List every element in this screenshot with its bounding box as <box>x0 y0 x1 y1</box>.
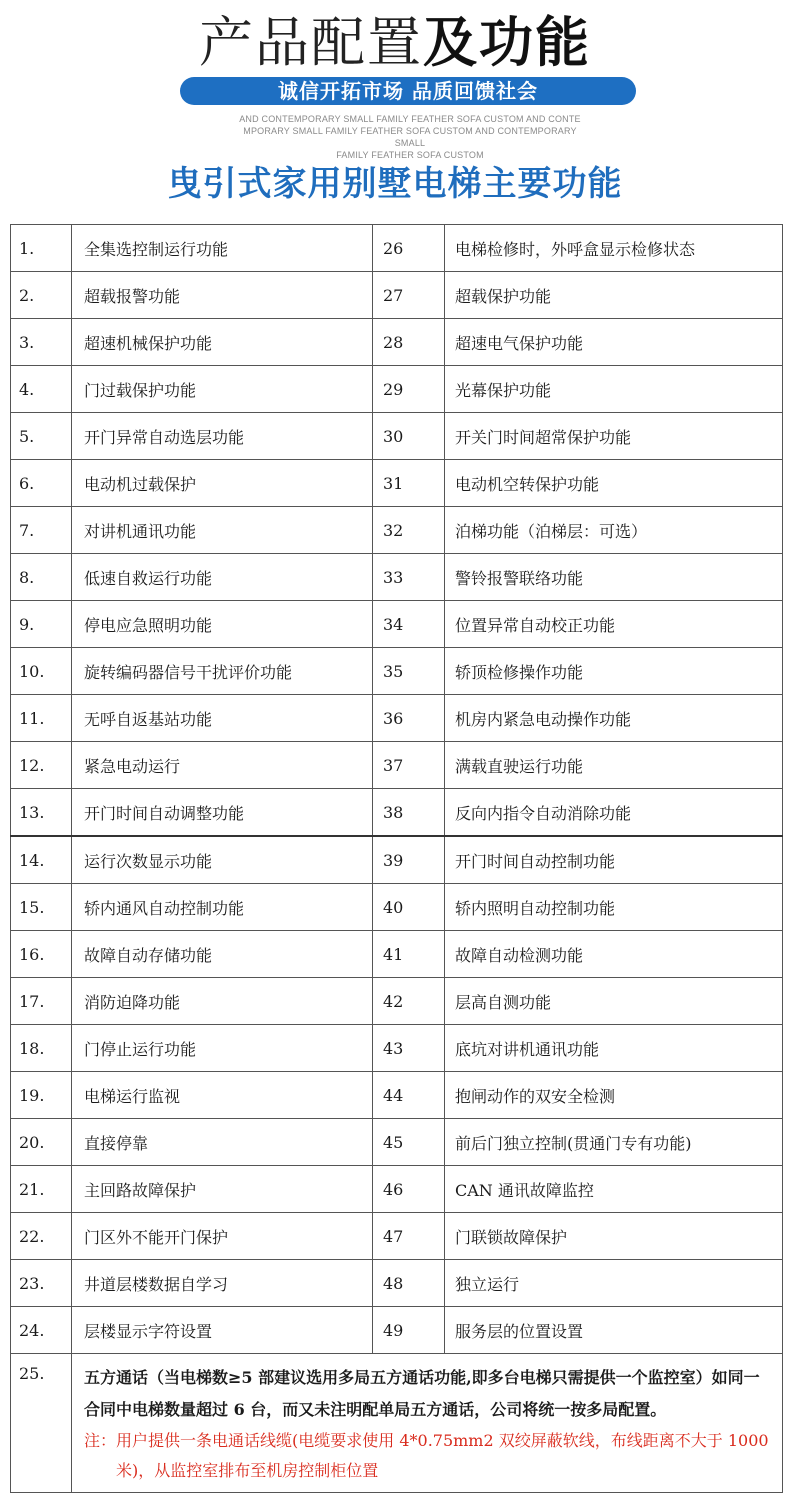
feature-number: 43 <box>373 1025 445 1072</box>
feature-name: 轿内照明自动控制功能 <box>445 884 783 931</box>
feature-table <box>10 224 783 1493</box>
feature-number: 29 <box>373 366 445 413</box>
feature-name: 光幕保护功能 <box>445 366 783 413</box>
feature-name: 独立运行 <box>445 1260 783 1307</box>
feature-number: 2. <box>11 272 72 319</box>
feature-number: 30 <box>373 413 445 460</box>
feature-name: 全集选控制运行功能 <box>72 225 373 272</box>
feature-number: 31 <box>373 460 445 507</box>
feature-name: 前后门独立控制(贯通门专有功能) <box>445 1119 783 1166</box>
table-row <box>11 225 783 272</box>
feature-number: 19. <box>11 1072 72 1119</box>
feature-number: 24. <box>11 1307 72 1354</box>
feature-name: 超速电气保护功能 <box>445 319 783 366</box>
feature-number: 4. <box>11 366 72 413</box>
slogan-banner <box>180 77 636 105</box>
feature-number: 36 <box>373 695 445 742</box>
feature-name: 开门时间自动调整功能 <box>72 789 373 837</box>
feature-name: 电梯运行监视 <box>72 1072 373 1119</box>
intercom-description <box>72 1354 783 1493</box>
feature-name: 超速机械保护功能 <box>72 319 373 366</box>
feature-name: 服务层的位置设置 <box>445 1307 783 1354</box>
feature-number: 11. <box>11 695 72 742</box>
feature-number: 13. <box>11 789 72 837</box>
cable-note <box>84 1426 772 1486</box>
feature-name: 开门异常自动选层功能 <box>72 413 373 460</box>
feature-name: 开门时间自动控制功能 <box>445 836 783 884</box>
feature-table-body <box>11 225 783 1493</box>
feature-number: 10. <box>11 648 72 695</box>
feature-name: 泊梯功能（泊梯层：可选） <box>445 507 783 554</box>
feature-name: 电动机过载保护 <box>72 460 373 507</box>
table-row <box>11 789 783 837</box>
table-row <box>11 931 783 978</box>
feature-name: 电梯检修时，外呼盒显示检修状态 <box>445 225 783 272</box>
table-row <box>11 1119 783 1166</box>
header <box>0 0 790 215</box>
table-row <box>11 554 783 601</box>
feature-name: 停电应急照明功能 <box>72 601 373 648</box>
feature-number: 22. <box>11 1213 72 1260</box>
table-row <box>11 1025 783 1072</box>
feature-name: 警铃报警联络功能 <box>445 554 783 601</box>
feature-name: CAN 通讯故障监控 <box>445 1166 783 1213</box>
table-row <box>11 1213 783 1260</box>
feature-name: 低速自救运行功能 <box>72 554 373 601</box>
feature-number: 42 <box>373 978 445 1025</box>
feature-name: 开关门时间超常保护功能 <box>445 413 783 460</box>
feature-name: 紧急电动运行 <box>72 742 373 789</box>
feature-name: 门区外不能开门保护 <box>72 1213 373 1260</box>
table-row <box>11 978 783 1025</box>
english-line: AND CONTEMPORARY SMALL FAMILY FEATHER SOFA CUSTOM AND CONTE <box>239 114 581 124</box>
feature-name: 底坑对讲机通讯功能 <box>445 1025 783 1072</box>
feature-name: 无呼自返基站功能 <box>72 695 373 742</box>
feature-number: 6. <box>11 460 72 507</box>
feature-name: 主回路故障保护 <box>72 1166 373 1213</box>
feature-number: 28 <box>373 319 445 366</box>
feature-number: 44 <box>373 1072 445 1119</box>
feature-number: 35 <box>373 648 445 695</box>
feature-name: 电动机空转保护功能 <box>445 460 783 507</box>
feature-number: 20. <box>11 1119 72 1166</box>
feature-name: 运行次数显示功能 <box>72 836 373 884</box>
feature-number: 39 <box>373 836 445 884</box>
table-row <box>11 601 783 648</box>
feature-name: 层高自测功能 <box>445 978 783 1025</box>
english-line: MPORARY SMALL FAMILY FEATHER SOFA CUSTOM AND CONTEMPORARY SMALL <box>243 126 577 148</box>
table-row <box>11 272 783 319</box>
table-row <box>11 413 783 460</box>
table-row <box>11 1072 783 1119</box>
feature-number: 16. <box>11 931 72 978</box>
feature-number: 47 <box>373 1213 445 1260</box>
feature-number: 21. <box>11 1166 72 1213</box>
feature-number: 32 <box>373 507 445 554</box>
cable-note-line: 米)，从监控室排布至机房控制柜位置 <box>116 1461 379 1480</box>
section-title: 曳引式家用别墅电梯主要功能 <box>167 164 623 204</box>
table-row <box>11 1307 783 1354</box>
feature-name: 直接停靠 <box>72 1119 373 1166</box>
feature-number: 33 <box>373 554 445 601</box>
feature-number: 37 <box>373 742 445 789</box>
feature-name: 故障自动存储功能 <box>72 931 373 978</box>
feature-number: 5. <box>11 413 72 460</box>
feature-name: 超载报警功能 <box>72 272 373 319</box>
table-row <box>11 648 783 695</box>
feature-number: 1. <box>11 225 72 272</box>
table-row <box>11 1260 783 1307</box>
feature-number: 15. <box>11 884 72 931</box>
feature-name: 层楼显示字符设置 <box>72 1307 373 1354</box>
feature-name: 消防迫降功能 <box>72 978 373 1025</box>
feature-name: 抱闸动作的双安全检测 <box>445 1072 783 1119</box>
feature-number: 8. <box>11 554 72 601</box>
table-row <box>11 884 783 931</box>
table-row-last <box>11 1354 783 1493</box>
feature-name: 故障自动检测功能 <box>445 931 783 978</box>
page-title <box>0 8 790 78</box>
feature-name: 机房内紧急电动操作功能 <box>445 695 783 742</box>
feature-name: 旋转编码器信号干扰评价功能 <box>72 648 373 695</box>
table-row <box>11 366 783 413</box>
feature-number: 23. <box>11 1260 72 1307</box>
feature-name: 轿内通风自动控制功能 <box>72 884 373 931</box>
feature-number: 40 <box>373 884 445 931</box>
intercom-text: 五方通话（当电梯数≥5 部建议选用多局五方通话功能,即多台电梯只需提供一个监控室）如同一合同中电梯数量超过 6 台，而又未注明配单局五方通话，公司将统一按多局配置。 <box>84 1368 760 1419</box>
feature-number: 46 <box>373 1166 445 1213</box>
feature-number: 41 <box>373 931 445 978</box>
feature-number: 25. <box>11 1354 72 1493</box>
feature-number: 26 <box>373 225 445 272</box>
feature-name: 门过载保护功能 <box>72 366 373 413</box>
feature-name: 门停止运行功能 <box>72 1025 373 1072</box>
feature-name: 满载直驶运行功能 <box>445 742 783 789</box>
feature-number: 48 <box>373 1260 445 1307</box>
feature-name: 超载保护功能 <box>445 272 783 319</box>
table-row <box>11 319 783 366</box>
feature-name: 反向内指令自动消除功能 <box>445 789 783 837</box>
feature-number: 7. <box>11 507 72 554</box>
feature-number: 14. <box>11 836 72 884</box>
table-row <box>11 695 783 742</box>
page-title-thin: 产品配置 <box>199 11 423 74</box>
feature-name: 位置异常自动校正功能 <box>445 601 783 648</box>
slogan-text: 诚信开拓市场 品质回馈社会 <box>278 79 538 103</box>
feature-number: 9. <box>11 601 72 648</box>
feature-name: 门联锁故障保护 <box>445 1213 783 1260</box>
table-row <box>11 1166 783 1213</box>
english-subtext <box>230 113 590 161</box>
feature-number: 27 <box>373 272 445 319</box>
feature-number: 38 <box>373 789 445 837</box>
table-row <box>11 836 783 884</box>
feature-number: 18. <box>11 1025 72 1072</box>
feature-number: 34 <box>373 601 445 648</box>
feature-number: 49 <box>373 1307 445 1354</box>
feature-number: 45 <box>373 1119 445 1166</box>
page-title-bold: 及功能 <box>423 11 591 74</box>
feature-number: 12. <box>11 742 72 789</box>
cable-note-line: 注：用户提供一条电通话线缆(电缆要求使用 4*0.75mm2 双绞屏蔽软线，布线距离不大于 1000 <box>84 1431 769 1450</box>
feature-number: 3. <box>11 319 72 366</box>
english-line: FAMILY FEATHER SOFA CUSTOM <box>336 150 484 160</box>
table-row <box>11 507 783 554</box>
feature-number: 17. <box>11 978 72 1025</box>
feature-name: 对讲机通讯功能 <box>72 507 373 554</box>
feature-name: 井道层楼数据自学习 <box>72 1260 373 1307</box>
table-row <box>11 460 783 507</box>
feature-name: 轿顶检修操作功能 <box>445 648 783 695</box>
table-row <box>11 742 783 789</box>
